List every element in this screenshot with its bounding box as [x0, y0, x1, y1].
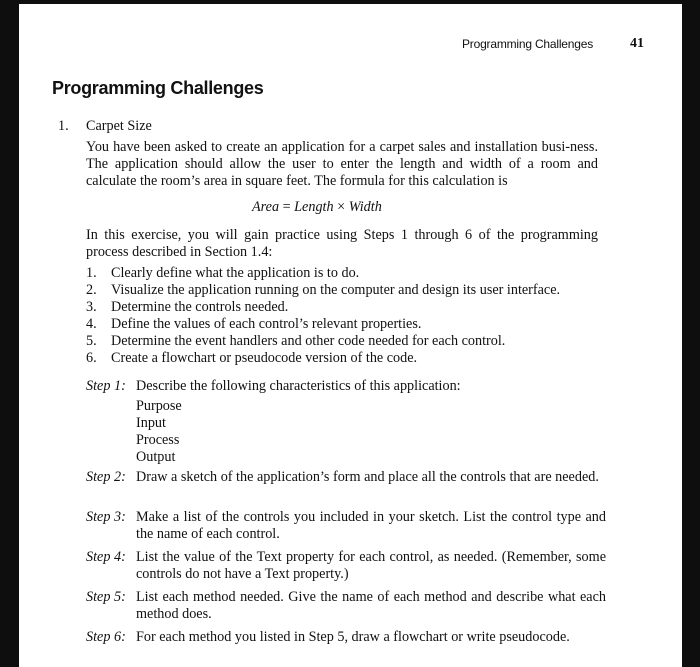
textbook-page — [19, 4, 682, 667]
list-item: Input — [136, 415, 166, 431]
formula-width: Width — [348, 199, 382, 215]
step-text: For each method you listed in Step 5, draw a flowchart or write pseudocode. — [136, 629, 570, 645]
step-label: Step 4: — [86, 549, 126, 565]
step-4 — [86, 549, 606, 583]
step-5 — [86, 589, 606, 623]
list-item: 1. Clearly define what the application is to do. — [86, 265, 360, 281]
list-item: Purpose — [136, 398, 182, 414]
list-item: Process — [136, 432, 180, 448]
challenge-title: Carpet Size — [86, 118, 152, 134]
step-text: List each method needed. Give the name of each method and describe what each method does. — [136, 589, 606, 622]
area-formula — [252, 199, 382, 216]
list-item: 3. Determine the controls needed. — [86, 299, 289, 315]
section-title: Programming Challenges — [52, 78, 264, 98]
step-text: List the value of the Text property for each control, as needed. (Remember, some controls do not have a Text property.) — [136, 549, 606, 582]
step-label: Step 6: — [86, 629, 126, 645]
list-item: 6. Create a flowchart or pseudocode version of the code. — [86, 350, 418, 366]
step-text: Describe the following characteristics of this application: — [136, 378, 461, 394]
challenge-number: 1. — [58, 118, 69, 134]
step-2 — [86, 469, 606, 486]
step-label: Step 3: — [86, 509, 126, 525]
running-head-title: Programming Challenges — [462, 37, 593, 51]
intro-paragraph: You have been asked to create an application for a carpet sales and installation busi-ness. The application should allow the user to enter the length and width of a room and calculate the room’s area in square feet. The formula for this calculation is — [86, 139, 598, 189]
list-item: 5. Determine the event handlers and other code needed for each control. — [86, 333, 506, 349]
process-steps-list — [86, 265, 626, 367]
page-number: 41 — [630, 36, 644, 51]
formula-area: Area — [252, 199, 280, 215]
list-item: 2. Visualize the application running on the computer and design its user interface. — [86, 282, 561, 298]
formula-length: Length — [294, 199, 334, 215]
formula-times: × — [333, 199, 349, 215]
step-text: Make a list of the controls you included in your sketch. List the control type and the name of each control. — [136, 509, 606, 542]
step-1 — [86, 378, 606, 395]
step-text: Draw a sketch of the application’s form and place all the controls that are needed. — [136, 469, 599, 485]
characteristics-list — [136, 398, 182, 466]
list-item: Output — [136, 449, 176, 465]
step-label: Step 1: — [86, 378, 126, 394]
step-3 — [86, 509, 606, 543]
step-6 — [86, 629, 606, 646]
formula-equals: = — [279, 199, 295, 215]
exercise-paragraph: In this exercise, you will gain practice using Steps 1 through 6 of the programming process described in Section 1.4: — [86, 227, 598, 260]
list-item: 4. Define the values of each control’s relevant properties. — [86, 316, 422, 332]
step-label: Step 5: — [86, 589, 126, 605]
step-label: Step 2: — [86, 469, 126, 485]
